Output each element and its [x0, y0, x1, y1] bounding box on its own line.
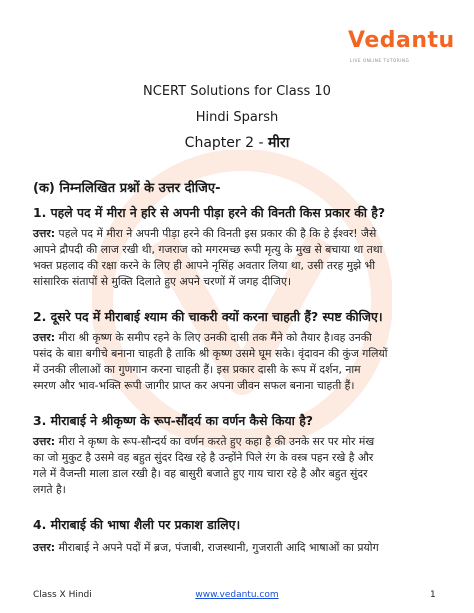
answer-line: आपने द्रौपदी की लाज रखी थी, गजराज को मगरमच्छ रूपी मृत्यु के मुख से बचाया था तथा: [33, 243, 383, 256]
answer-line: स्मरण और भाव-भक्ति रूपी जागीर प्राप्त कर अपना जीवन सफल बनाना चाहती हैं।: [33, 379, 355, 392]
answer-1: [33, 226, 453, 290]
chapter-name: मीरा: [267, 135, 290, 151]
footer-class-label: Class X Hindi: [33, 590, 92, 600]
answer-line: का जो मुकुट है उसमे वह बहुत सुंदर दिख रहे है उन्होंने पिले रंग के वस्त्र पहन रखे है और: [33, 451, 374, 464]
answer-line: लगते है।: [33, 483, 66, 496]
answer-4: [33, 540, 453, 556]
answer-line: उत्तर: मीरा श्री कृष्ण के समीप रहने के लिए उनकी दासी तक मैंने को तैयार है।वह उनकी: [33, 331, 372, 344]
question-2: 2. दूसरे पद में मीराबाई श्याम की चाकरी क्यों करना चाहती हैं? स्पष्ट कीजिए।: [33, 309, 383, 324]
answer-line: गले में वैजन्ती माला डाल रखी है। वह बासुरी बजाते हुए गाय चारा रहे है और बहुत सुंदर: [33, 467, 368, 480]
answer-line: पसंद के बाग़ बगीचे बनाना चाहती है ताकि श्री कृष्ण उसमे घूम सके। वृंदावन की कुंज गलियों: [33, 347, 388, 360]
footer-website-link[interactable]: www.vedantu.com: [195, 590, 279, 600]
answer-label: उत्तर:: [33, 331, 56, 344]
answer-line: उत्तर: पहले पद में मीरा ने अपनी पीड़ा हरने की विनती इस प्रकार की है कि हे ईश्वर! जैसे: [33, 227, 377, 240]
answer-line: सांसारिक संतापों से मुक्ति दिलाते हुए अपने चरणों में जगह दीजिए।: [33, 275, 292, 288]
answer-label: उत्तर:: [33, 435, 56, 448]
footer-link-container: [0, 590, 474, 600]
answer-2: [33, 330, 453, 394]
logo-tagline: LIVE ONLINE TUTORING: [350, 58, 410, 63]
question-4: 4. मीराबाई की भाषा शैली पर प्रकाश डालिए।: [33, 517, 241, 532]
document-subtitle: Hindi Sparsh: [195, 110, 279, 125]
answer-label: उत्तर:: [33, 541, 56, 554]
answer-line: उत्तर: मीराबाई ने अपने पदों में ब्रज, पंजाबी, राजस्थानी, गुजराती आदि भाषाओं का प्रयोग: [33, 541, 379, 554]
answer-line: भक्त प्रहलाद की रक्षा करने के लिए ही आपने नृसिंह अवतार लिया था, उसी तरह मुझे भी: [33, 259, 376, 272]
answer-label: उत्तर:: [33, 227, 56, 240]
document-title: NCERT Solutions for Class 10: [143, 84, 331, 99]
answer-3: [33, 434, 453, 498]
chapter-prefix: Chapter 2 -: [184, 135, 268, 151]
logo-text: Vedantu: [348, 28, 455, 53]
vedantu-logo: [348, 28, 455, 64]
answer-line: में उनकी लीलाओं का गुणगान करना चाहती हैं। इस प्रकार दासी के रूप में दर्शन, नाम: [33, 363, 361, 376]
page-number: 1: [430, 590, 436, 600]
section-heading: (क) निम्नलिखित प्रश्नों के उत्तर दीजिए-: [33, 181, 221, 196]
question-1: 1. पहले पद में मीरा ने हरि से अपनी पीड़ा हरने की विनती किस प्रकार की है?: [33, 205, 386, 220]
answer-line: उत्तर: मीरा ने कृष्ण के रूप-सौन्दर्य का वर्णन करते हुए कहा है की उनके सर पर मोर मंख: [33, 435, 375, 448]
chapter-heading: [0, 133, 474, 152]
question-3: 3. मीराबाई ने श्रीकृष्ण के रूप-सौंदर्य का वर्णन कैसे किया है?: [33, 413, 313, 428]
